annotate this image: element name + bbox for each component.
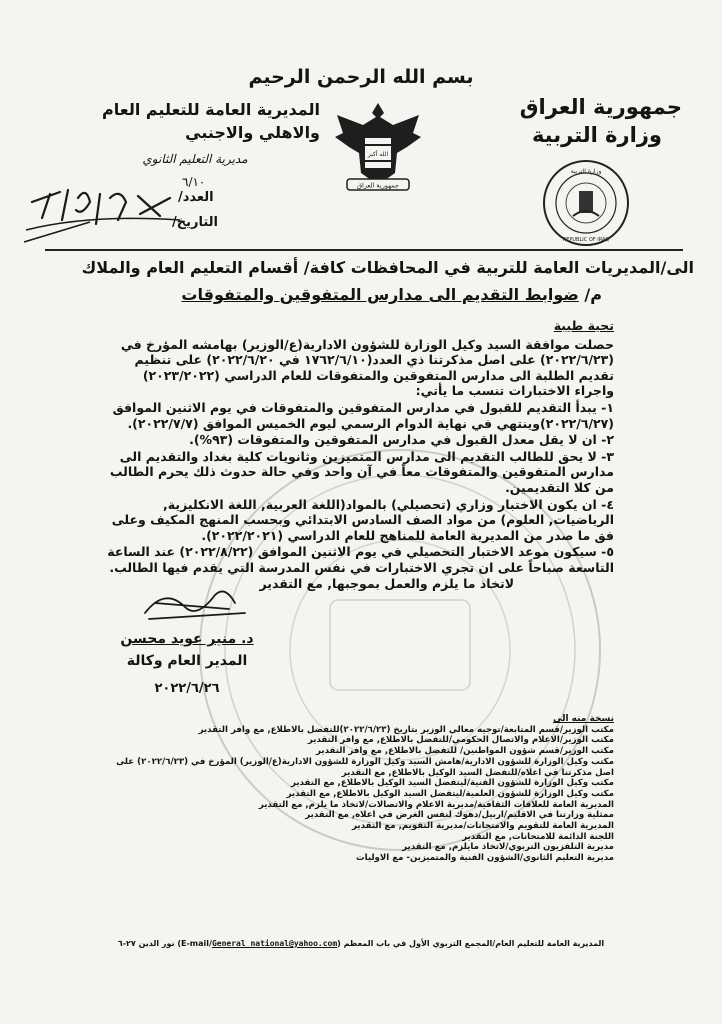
intro-paragraph: حصلت موافقة السيد وكيل الوزارة للشؤون الادارية(ع/الوزير) بهامشه المؤرخ في (٢٠٢٢/٦/٢٣) على اصل مذكرتنا ذي العدد(١٧٦٢/٦/١٠ في ٢٠٢٢/٦/٢٠) على تنظيم تقديم الطلبة الى مدارس المتفوقين والمتفوقات للعام الدراسي (٢٠٢٣/٢٠٢٢) واجراء الاختبارات تنسب ما يأتي: [120,336,614,399]
footer-email: General_national@yahoo.com [211,939,338,948]
directorate-header [70,98,320,171]
list-item: مديرية التعليم الثانوي/الشؤون الفنية والمتميزين- مع الاوليات [355,853,614,864]
recipient-line: الى/المديريات العامة للتربية في المحافظات كافة/ أقسام التعليم العام والملاك [81,258,694,277]
list-item: مكتب الوزير/الاعلام والاتصال الحكومي/للتفضل بالاطلاع, مع وافر التقدير [307,735,614,746]
list-item: اصل مذكرتنا في اعلاه/للتفضل السيد الوكيل بالاطلاع, مع التقدير [341,767,614,778]
emblem-banner-text: جمهورية العراق [357,181,399,190]
list-item: المديرية العامة للعلاقات الثقافية/مديرية الاعلام والاتصالات/لاتخاذ ما يلزم, مع التقدير [258,799,614,810]
list-item: ١- يبدأ التقديم للقبول في مدارس المتفوقين والمتفوقات في يوم الاثنين الموافق (٢٠٢٢/٦/٢٧)وينتهي في نهاية الدوام الرسمي ليوم الخميس الموافق (٢٠٢٢/٧/٧). [112,399,614,431]
list-item: مكتب الوزير/قسم المتابعة/توجيه معالي الوزير بتاريخ (٢٠٢٢/٦/٢٣)للتفضل بالاطلاع, مع وافر التقدير [198,724,614,735]
letter-body [104,318,614,591]
list-item: مكتب وكيل الوزارة للشؤون الفنية/ليتفضل السيد الوكيل بالاطلاع, مع التقدير [290,778,614,789]
directorate-line-1: المديرية العامة للتعليم العام [102,100,320,119]
greeting: تحية طيبة [553,318,614,333]
subject-prefix: م/ [584,285,602,304]
signature-scribble [125,583,255,628]
copies-heading: نسخة منه الى [552,714,614,724]
list-item: المديرية العامة للتقويم والامتحانات/مديرية التقويم, مع التقدير [352,821,614,832]
date-label: التاريخ/ [172,215,219,230]
signatory-title: المدير العام وكالة [126,653,248,669]
header-divider [45,249,683,251]
list-item: ٤- ان يكون الاختبار وزاري (تحصيلي) بالمواد(اللغة العربية, اللغة الانكليزية, الرياضيات, العلوم) من مواد الصف السادس الابتدائي وبحسب المنهج المكيف وعلى فق ما صدر من المديرية العامة للمناهج للعام الدراسي (٢٠٢٢/٢٠٢١). [111,496,614,543]
ministry-of-education-seal-icon [541,158,631,248]
footer-address: المديرية العامة للتعليم العام/المجمع التربوي الأول في باب المعظم [343,939,605,948]
footer-extension: نور الدين ٢٧-٦ [117,939,175,948]
signatory-name: د. منير عويد محسن [120,631,254,647]
list-item: ٥- سيكون موعد الاختبار التحصيلي في يوم الاثنين الموافق (٢٠٢٢/٨/٢٢) عند الساعة التاسعة صباحاً على ان تجري الاختبارات في نفس المدرسة التي يقدم فيها الطالب. [107,544,614,575]
list-item: ٣- لا يحق للطالب التقديم الى مدارس المتميزين وثانويات كلية بغداد والتقديم الى مدارس المتفوقين والمتفوقات معاً في آن واحد وفي حالة حدوث ذلك يحرم الطالب من كلا التقديمين. [109,448,614,495]
footer-email-close: ) [177,939,181,948]
closing-line: لاتخاذ ما يلزم والعمل بموجبها, مع التقدير [259,575,514,591]
directorate-line-2: والاهلي والاجنبي [185,123,320,142]
emblem-shield-text: الله أكبر [367,151,389,158]
signature-block [112,628,262,700]
handwritten-ref-date: ٦/١٠ [182,175,206,189]
ministry-header [492,93,682,149]
subject-line [181,285,602,304]
iraq-eagle-emblem-icon [333,95,423,195]
copies-list [114,714,614,864]
number-label: العدد/ [178,190,214,205]
list-item: مكتب وكيل الوزارة للشؤون العلمية/ليتفضل السيد الوكيل بالاطلاع, مع التقدير [286,788,614,799]
seal-text-en: REPUBLIC OF IRAQ [562,237,610,243]
list-item: مديرية التلفزيون التربوي/لاتخاذ مايلزم, مع التقدير [402,842,614,853]
list-item: مكتب الوزير/قسم شؤون المواطنين/ للتفضل بالاطلاع, مع وافر التقدير [316,746,614,757]
seal-text-ar: وزارة التربية [570,168,602,175]
subject-text: ضوابط التقديم الى مدارس المتفوقين والمتفوقات [181,285,579,304]
footer [0,939,722,948]
list-item: اللجنة الدائمة للامتحانات, مع التقدير [462,831,614,842]
list-item: مكتب وكيل الوزارة للشؤون الادارية/هامش السيد وكيل الوزارة للشؤون الادارية(ع/الوزير) المؤرخ في (٢٠٢٢/٦/٢٣) على [116,756,614,767]
footer-email-label: (E-mail/ [181,939,341,948]
country-name: جمهورية العراق [519,95,682,119]
list-item: ممثلية وزارتنا في الاقليم/اربيل/دهوك لنفس الغرض في اعلاه, مع التقدير [305,810,614,821]
list-item: ٢- ان لا يقل معدل القبول في مدارس المتفوقين والمتفوقات (٩٣%). [189,432,614,448]
directorate-secondary: مديرية التعليم الثانوي [142,152,248,166]
signature-date: ٢٠٢٢/٦/٢٦ [154,681,220,696]
basmala: بسم الله الرحمن الرحيم [248,66,474,88]
ministry-name: وزارة التربية [531,123,662,147]
handwritten-reference-number [20,180,195,260]
